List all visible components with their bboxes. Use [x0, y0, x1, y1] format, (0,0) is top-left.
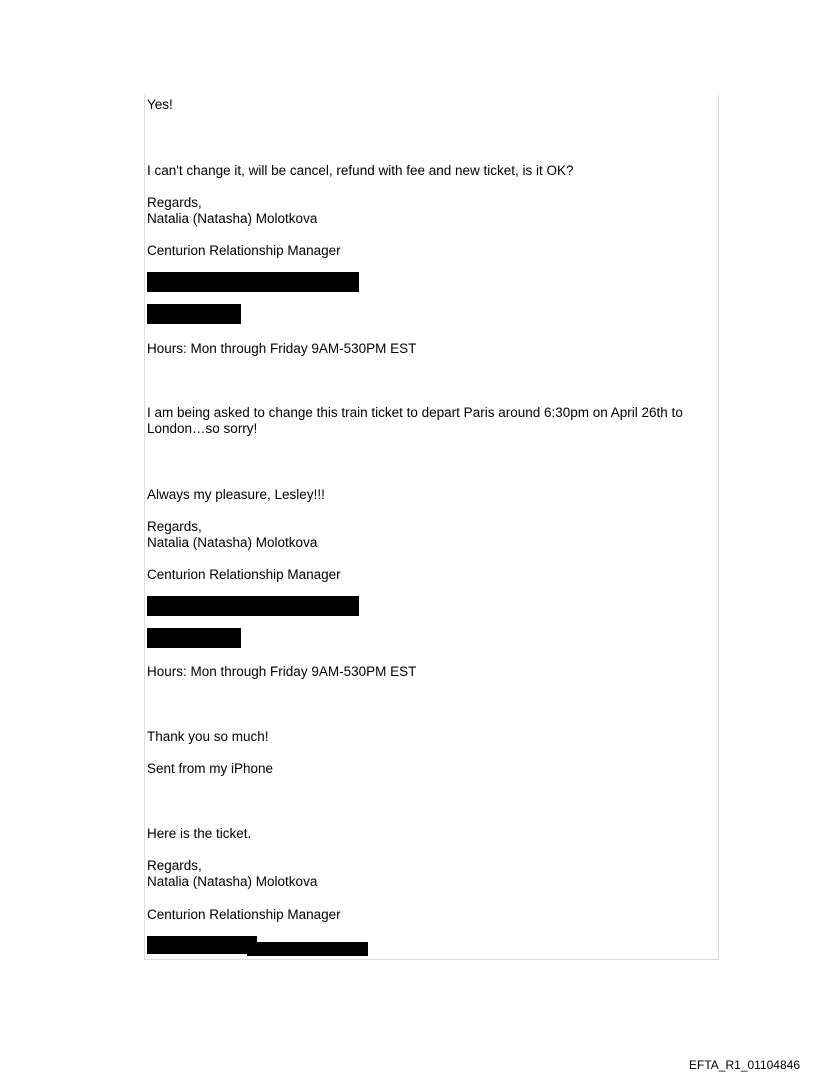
signature-hours: Hours: Mon through Friday 9AM-530PM EST	[147, 664, 417, 679]
signature-name: Natalia (Natasha) Molotkova	[147, 211, 318, 226]
sent-from-iphone: Sent from my iPhone	[147, 761, 274, 776]
message-yes: Yes!	[147, 97, 173, 112]
signature-hours: Hours: Mon through Friday 9AM-530PM EST	[147, 341, 417, 356]
redaction-block	[147, 628, 241, 648]
signature-regards: Regards,	[147, 519, 202, 534]
message-cant-change: I can't change it, will be cancel, refund with fee and new ticket, is it OK?	[147, 163, 574, 178]
redaction-block	[247, 942, 368, 956]
signature-title: Centurion Relationship Manager	[147, 243, 341, 258]
signature-name: Natalia (Natasha) Molotkova	[147, 874, 318, 889]
redaction-block	[147, 272, 359, 292]
message-change-train: I am being asked to change this train ticket to depart Paris around 6:30pm on April 26th to London…so sorry!	[147, 405, 683, 436]
signature-title: Centurion Relationship Manager	[147, 907, 341, 922]
message-thank-you: Thank you so much!	[147, 729, 269, 744]
signature-regards: Regards,	[147, 195, 202, 210]
redaction-block	[147, 304, 241, 324]
signature-name: Natalia (Natasha) Molotkova	[147, 535, 318, 550]
redaction-block	[147, 596, 359, 616]
signature-title: Centurion Relationship Manager	[147, 567, 341, 582]
redaction-block	[147, 936, 257, 954]
message-pleasure: Always my pleasure, Lesley!!!	[147, 487, 325, 502]
signature-regards: Regards,	[147, 858, 202, 873]
message-here-ticket: Here is the ticket.	[147, 826, 252, 841]
document-id: EFTA_R1_01104846	[689, 1058, 800, 1072]
